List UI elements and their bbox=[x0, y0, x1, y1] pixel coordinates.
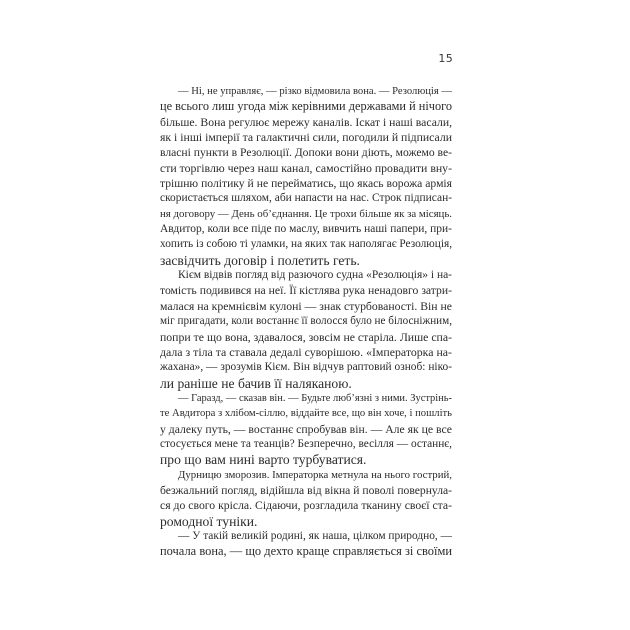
text-line: малася на кремнієвім кулоні — знак стурбованості. Він не bbox=[160, 299, 452, 313]
text-line: власні пункти в Резолюції. Допоки вони діють, можемо ве- bbox=[160, 146, 452, 160]
text-line: сти торгівлю через наш канал, самостійно провадити вну- bbox=[160, 160, 452, 175]
text-line: ли раніше не бачив її наляканою. bbox=[160, 375, 352, 391]
text-line: томість подивився на неї. Її кістлява рука ненадовго затри- bbox=[160, 284, 452, 298]
text-line: як і інші імперії та галактичні сили, погодили й підписали bbox=[160, 131, 452, 145]
paragraph-first-line: Дурницю зморозив. Імператорка метнула на нього гострий, bbox=[178, 468, 452, 481]
text-line: трішню політику й не перейматись, що якась ворожа армія bbox=[160, 177, 452, 191]
text-line: попри те що вона, здавалося, зовсім не старіла. Лише спа- bbox=[160, 330, 452, 344]
text-line: стосується мене та теанців? Безперечно, весілля — останнє, bbox=[160, 437, 452, 450]
text-line: про що вам нині варто турбуватися. bbox=[160, 452, 367, 468]
body-text bbox=[160, 84, 452, 560]
text-line: ня договору — День об’єднання. Це трохи більше як за місяць. bbox=[160, 207, 452, 220]
text-line: хопить із собою ті уламки, на яких так наполягає Резолюція, bbox=[160, 238, 453, 251]
text-line: жахана», — зрозумів Кієм. Він відчув раптовий озноб: ніко- bbox=[160, 361, 452, 374]
text-line: те Авдитора з хлібом-сіллю, віддайте все, що він хоче, і пошліть bbox=[160, 408, 452, 420]
text-line: це всього лиш угода між керівними державами й нічого bbox=[160, 99, 452, 114]
text-line: ся до свого крісла. Сідаючи, розгладила тканину своєї ста- bbox=[160, 499, 452, 513]
text-line: міг пригадати, коли востаннє її волосся було не білосніжним, bbox=[160, 315, 452, 328]
paragraph-first-line: — Ні, не управляє, — різко відмовила вона. — Резолюція — bbox=[178, 86, 452, 97]
text-line: у далеку путь, — востаннє спробував він. — Але як це все bbox=[160, 422, 452, 436]
text-line: безжальний погляд, відійшла від вікна й поволі повернула- bbox=[160, 483, 452, 497]
text-line: більше. Вона регулює мережу каналів. Іскат і наші васали, bbox=[160, 115, 452, 129]
text-line: Авдитор, коли все піде по маслу, вивчить наші папери, при- bbox=[160, 223, 452, 236]
page-number: 15 bbox=[438, 52, 453, 65]
text-line: почала вона, — що дехто краще справляється зі своїми bbox=[160, 544, 452, 559]
paragraph-first-line: — Гаразд, — сказав він. — Будьте люб’язні з ними. Зустрінь- bbox=[178, 392, 452, 404]
text-line: ромодної туніки. bbox=[160, 513, 258, 529]
text-line: засвідчить договір і полетить геть. bbox=[160, 252, 360, 268]
paragraph-first-line: Кієм відвів погляд від разючого судна «Резолюція» і на- bbox=[178, 269, 452, 282]
paragraph-first-line: — У такій великій родині, як наша, цілком природно, — bbox=[178, 529, 452, 542]
text-line: скористається шляхом, аби напасти на нас. Строк підписан- bbox=[160, 192, 453, 205]
text-line: дала з тіла та ставала дедалі суворішою. «Імператорка на- bbox=[160, 344, 452, 359]
